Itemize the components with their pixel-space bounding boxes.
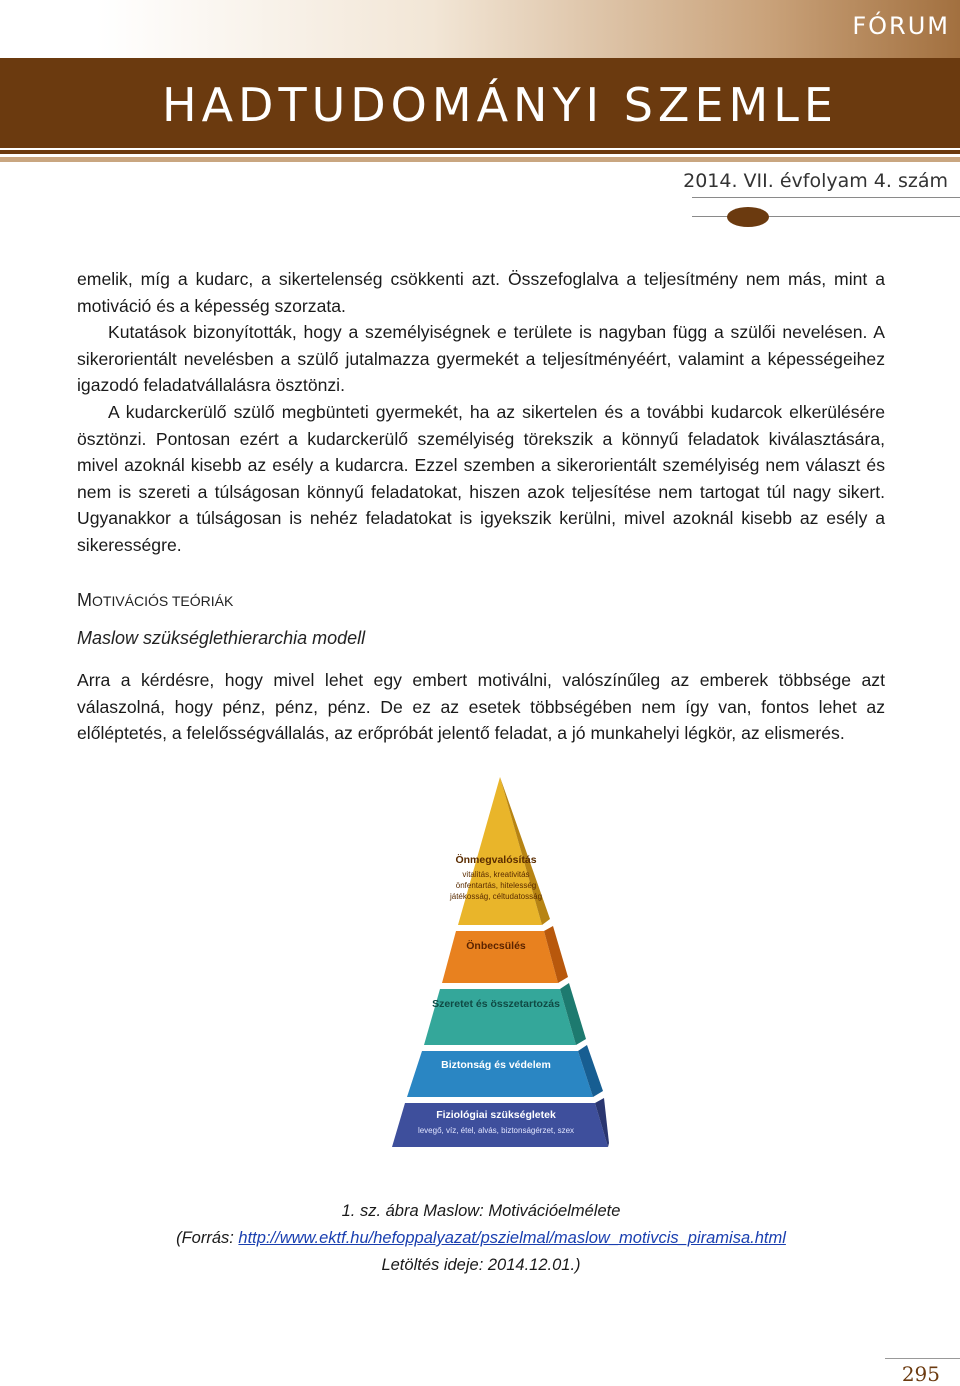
pyramid-level-4 (407, 1051, 593, 1097)
source-link[interactable]: http://www.ektf.hu/hefoppalyazat/pszielmal/maslow_motivcis_piramisa.html (238, 1229, 786, 1247)
pyramid-level-1-sub: önfentartás, hitelesség (455, 881, 537, 890)
journal-title: HADTUDOMÁNYI SZEMLE (162, 78, 838, 132)
paragraph: Kutatások bizonyították, hogy a személyiségnek e területe is nagyban függ a szülői nevelésen. A sikerorientált nevelésben a szülő jutalmazza gyermekét a teljesítményéért, valamint a képességeihez igazodó feladatvállalásra ösztönzi. (77, 322, 885, 396)
issue-info: 2014. VII. évfolyam 4. szám (683, 170, 948, 192)
header-stripe (0, 150, 960, 154)
heading-initial: M (77, 590, 92, 610)
issue-rule (692, 197, 960, 198)
body-text (77, 266, 885, 559)
figure-caption: 1. sz. ábra Maslow: Motivációelmélete (341, 1202, 621, 1220)
pyramid-level-5-sub: levegő, víz, étel, alvás, biztonságérzet, szex (417, 1126, 575, 1135)
pyramid-level-5-title: Fiziológiai szükségletek (436, 1109, 556, 1121)
paragraph: emelik, míg a kudarc, a sikertelenség csökkenti azt. Összefoglalva a teljesítmény nem más, mint a motiváció és a képesség szorzata. (77, 269, 885, 316)
pyramid-level-1-title: Önmegvalósítás (455, 854, 537, 866)
pyramid-level-4-title: Biztonság és védelem (441, 1059, 551, 1071)
figure-source (77, 1229, 885, 1248)
pyramid-level-1-sub: vitalitás, kreativitás (462, 870, 530, 879)
pyramid-level-2 (442, 931, 558, 983)
page-rule (885, 1358, 960, 1359)
header-stripe-light (0, 157, 960, 162)
page-number: 295 (901, 1362, 940, 1386)
paragraph: A kudarckerülő szülő megbünteti gyermekét, ha az sikertelen és a további kudarcok elkerülésére ösztönzi. Pontosan ezért a kudarckerülő személyiség törekszik a könnyű feladatok kiválasztására, mivel azoknál kisebb az esély a kudarcra. Ezzel szemben a sikerorientált személyiség nem választ és nem is szereti a túlságosan könnyű feladatokat, hiszen azok teljesítése nem tartogat túl nagy sikert. Ugyanakkor a túlságosan is nehéz feladatokat is igyekszik kerülni, mivel azoknál kisebb az esély a sikerességre. (77, 401, 885, 555)
pyramid-level-2-title: Önbecsülés (466, 940, 526, 952)
section-heading (77, 590, 233, 611)
download-date: Letöltés ideje: 2014.12.01.) (381, 1256, 581, 1274)
subheading: Maslow szükséglethierarchia modell (77, 628, 366, 648)
decorative-oval (727, 207, 769, 227)
source-prefix: (Forrás: (176, 1229, 239, 1247)
maslow-pyramid (390, 775, 610, 1165)
pyramid-level-1 (455, 777, 542, 925)
pyramid-level-3-title: Szeretet és összetartozás (432, 998, 560, 1010)
section-label: FÓRUM (852, 12, 950, 40)
pyramid-level-1-sub: játékosság, céltudatosság (449, 892, 543, 901)
heading-rest: OTIVÁCIÓS TEÓRIÁK (92, 593, 234, 609)
header-top-strip (0, 0, 960, 58)
paragraph: Arra a kérdésre, hogy mivel lehet egy embert motiválni, valószínűleg az emberek többsége azt válaszolná, hogy pénz, pénz, pénz. De ez az esetek többségében nem így van, fontos lehet az előléptetés, a felelősségvállalás, az erőpróbát jelentő feladat, a jó munkahelyi légkör, az elismerés. (77, 670, 885, 744)
